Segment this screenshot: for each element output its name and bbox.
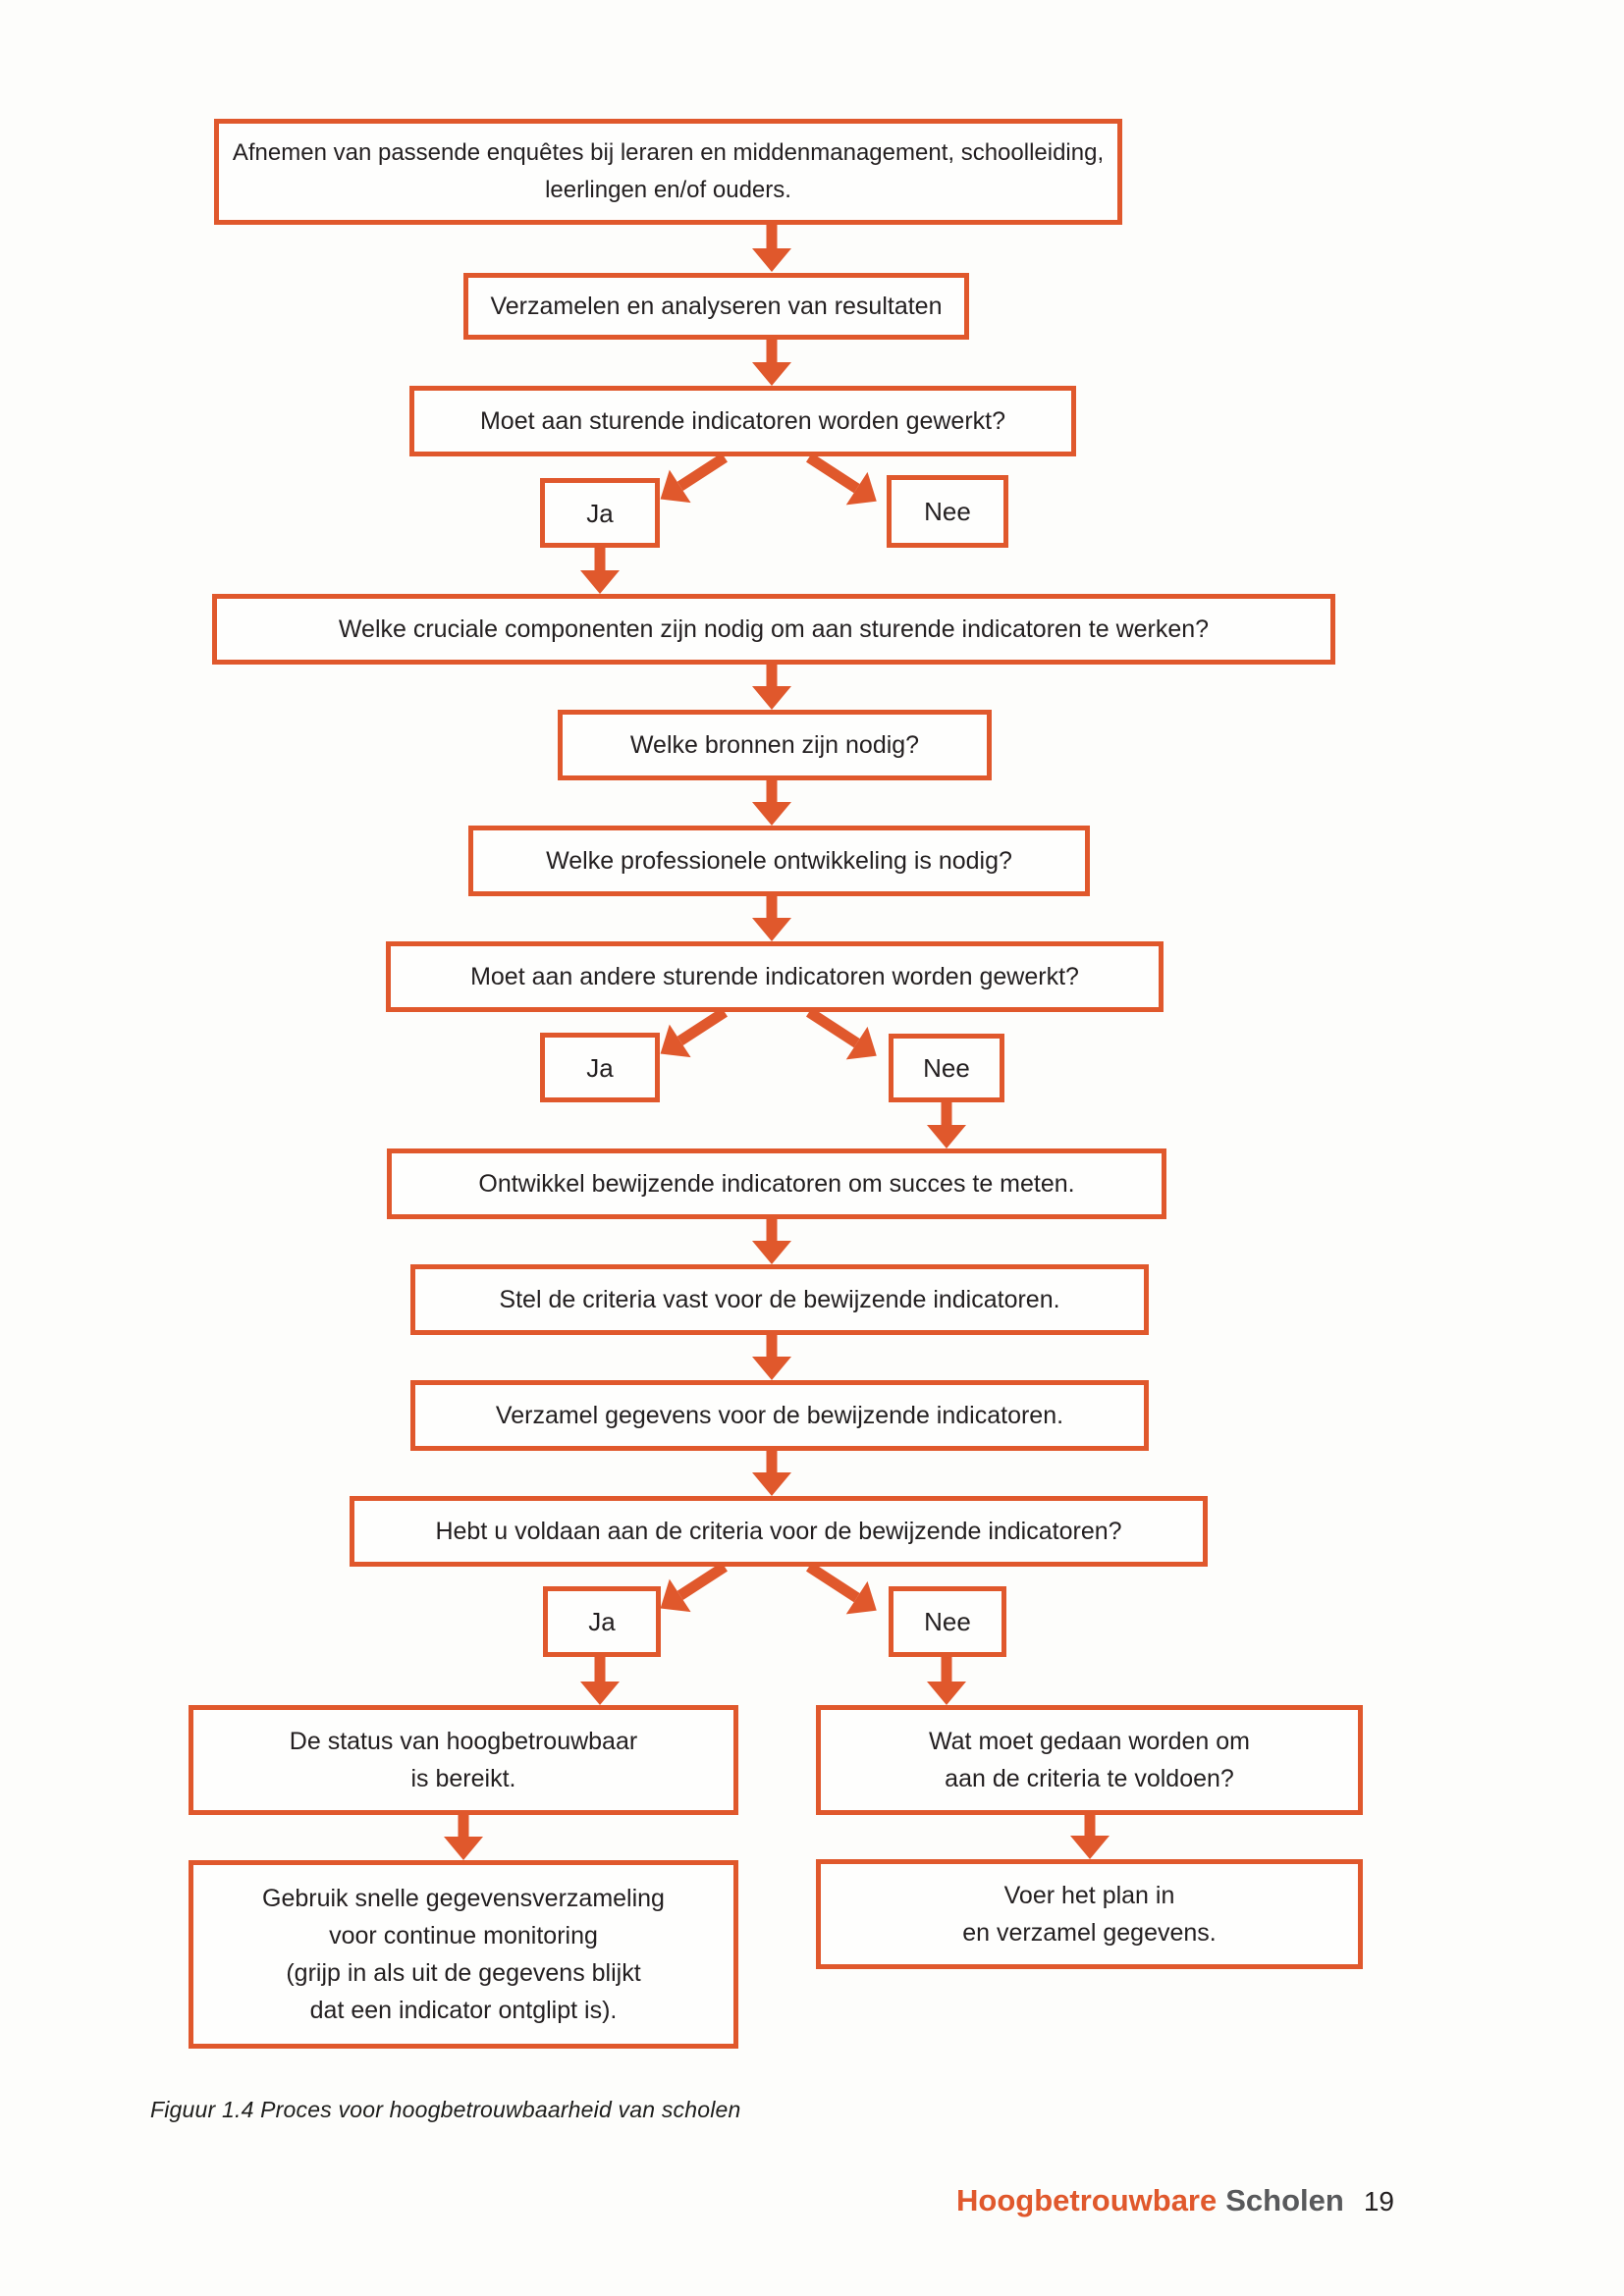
step-cruciale-componenten (212, 594, 1335, 665)
node-text-line: en verzamel gegevens. (962, 1919, 1217, 1947)
node-text-line: is bereikt. (410, 1765, 516, 1792)
figure-caption: Figuur 1.4 Proces voor hoogbetrouwbaarheid van scholen (150, 2097, 741, 2122)
answer-nee-1 (887, 475, 1008, 548)
step-verzamel-gegevens (410, 1380, 1149, 1451)
node-text-line: Ja (588, 1607, 616, 1636)
step-voer-plan-in (816, 1859, 1363, 1969)
arrow-down (752, 1219, 791, 1264)
arrow-down (752, 780, 791, 826)
step-ontwikkel-bewijzende-indicatoren (387, 1148, 1166, 1219)
result-wat-moet-gedaan (816, 1705, 1363, 1815)
node-text-line: Wat moet gedaan worden om (928, 1728, 1251, 1755)
arrow-down (580, 1657, 620, 1705)
node-text-line: Moet aan sturende indicatoren worden gewerkt? (479, 407, 1006, 435)
answer-ja-2 (540, 1033, 660, 1102)
node-text-line: Nee (923, 1053, 970, 1083)
node-text-line: Voer het plan in (1003, 1882, 1175, 1909)
node-text-line: Ontwikkel bewijzende indicatoren om succes te meten. (478, 1170, 1075, 1198)
node-text-line: Ja (586, 1052, 614, 1083)
node-text-line: Verzamelen en analyseren van resultaten (490, 293, 943, 320)
node-text-line: leerlingen en/of ouders. (545, 177, 791, 203)
node-text-line: Moet aan andere sturende indicatoren worden gewerkt? (470, 963, 1079, 990)
node-text-line: Welke bronnen zijn nodig? (629, 731, 920, 759)
node-text-line: Afnemen van passende enquêtes bij leraren en middenmanagement, schoolleiding, (232, 139, 1105, 166)
node-text-line: Gebruik snelle gegevensverzameling (262, 1885, 665, 1912)
arrow-down (752, 896, 791, 941)
answer-ja-1 (540, 478, 660, 548)
node-text-line: voor continue monitoring (329, 1922, 598, 1949)
answer-nee-2 (889, 1034, 1004, 1102)
node-text-line: dat een indicator ontglipt is). (309, 1997, 618, 2024)
step-snelle-gegevensverzameling (189, 1860, 738, 2049)
arrow-down (752, 1451, 791, 1496)
question-andere-sturende-indicatoren (386, 941, 1164, 1012)
step-professionele-ontwikkeling (468, 826, 1090, 896)
node-text-line: Ja (586, 498, 614, 528)
footer-brand-orange: Hoogbetrouwbare (956, 2183, 1218, 2217)
step-stel-criteria-vast (410, 1264, 1149, 1335)
node-text-line: De status van hoogbetrouwbaar (289, 1728, 638, 1755)
footer-page-number: 19 (1363, 2186, 1394, 2216)
node-text-line: Nee (924, 1607, 971, 1636)
question-sturende-indicatoren (409, 386, 1076, 456)
node-text-line: Stel de criteria vast voor de bewijzende indicatoren. (499, 1286, 1060, 1313)
arrow-down (752, 225, 791, 272)
node-text-line: Verzamel gegevens voor de bewijzende indicatoren. (495, 1402, 1064, 1429)
step-bronnen-nodig (558, 710, 992, 780)
question-criteria-voldaan (350, 1496, 1208, 1567)
step-verzamelen-analyseren (463, 273, 969, 340)
step-afnemen-enquetes (214, 119, 1122, 225)
node-text-line: Welke professionele ontwikkeling is nodig? (546, 847, 1012, 875)
arrow-down (1070, 1815, 1110, 1859)
answer-nee-3 (889, 1586, 1006, 1657)
arrow-down (752, 1335, 791, 1380)
node-text-line: Welke cruciale componenten zijn nodig om aan sturende indicatoren te werken? (338, 615, 1210, 643)
node-text-line: Nee (924, 497, 971, 526)
arrow-down (444, 1815, 483, 1860)
result-status-hoogbetrouwbaar (189, 1705, 738, 1815)
node-text-line: Hebt u voldaan aan de criteria voor de bewijzende indicatoren? (435, 1518, 1122, 1545)
arrow-down (927, 1102, 966, 1148)
footer-brand-gray: Scholen (1225, 2183, 1344, 2217)
node-text-line: (grijp in als uit de gegevens blijkt (286, 1959, 641, 1987)
answer-ja-3 (543, 1586, 661, 1657)
page-footer (956, 2183, 1394, 2218)
arrow-down (580, 548, 620, 594)
node-text-line: aan de criteria te voldoen? (945, 1765, 1234, 1792)
arrow-down (752, 665, 791, 710)
arrow-down (927, 1657, 966, 1705)
arrow-down (752, 340, 791, 386)
